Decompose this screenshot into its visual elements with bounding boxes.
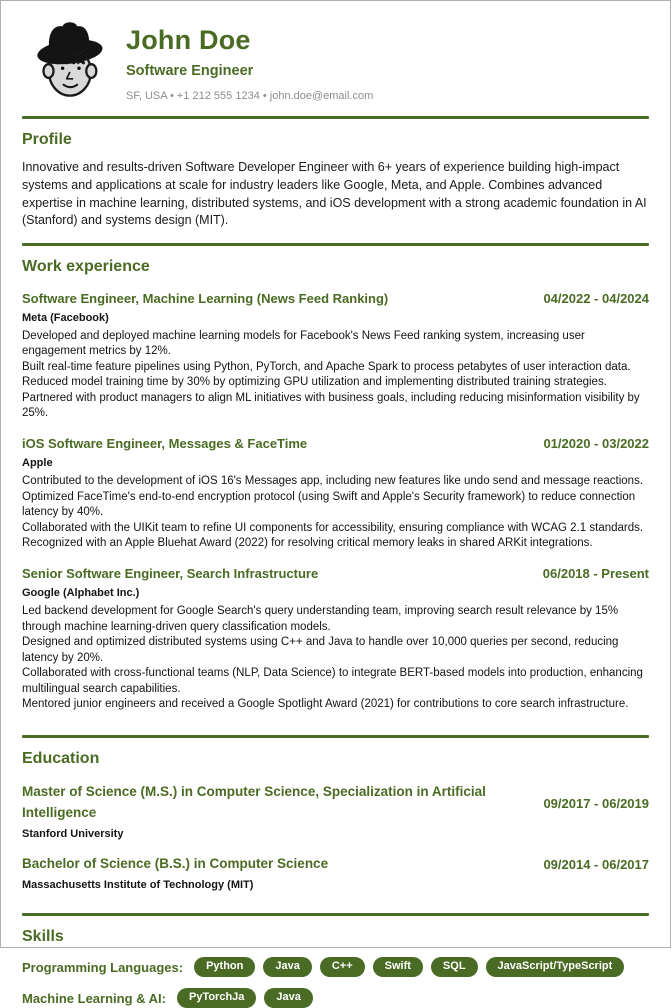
education-entry xyxy=(22,854,649,891)
work-heading: Work experience xyxy=(22,258,150,275)
skill-pill: Swift xyxy=(373,957,423,977)
job-company: Google (Alphabet Inc.) xyxy=(22,587,140,600)
section-divider xyxy=(22,913,649,916)
job-entry xyxy=(22,566,649,712)
profile-heading: Profile xyxy=(22,131,72,148)
job-bullet: Developed and deployed machine learning models for Facebook's News Feed ranking system, increasing user engagement metrics by 12%. xyxy=(22,330,585,358)
job-dates: 01/2020 - 03/2022 xyxy=(543,436,649,452)
job-bullet: Partnered with product managers to align ML initiatives with business goals, including reducing misinformation visibility by 25%. xyxy=(22,391,640,420)
skills-heading: Skills xyxy=(22,928,64,946)
education-heading: Education xyxy=(22,750,100,768)
skill-pill: PyTorchJa xyxy=(177,988,256,1008)
job-company: Apple xyxy=(22,457,53,470)
section-profile xyxy=(22,131,649,230)
job-bullet: Led backend development for Google Search's query understanding team, improving search result relevance by 15% through machine learning-driven query classification models. xyxy=(22,605,619,633)
job-bullet: Optimized FaceTime's end-to-end encryption protocol (using Swift and Apple's Security framework) to reduce connection latency by 40%. xyxy=(22,490,636,519)
job-bullet: Mentored junior engineers and received a Google Spotlight Award (2021) for contributions to core search infrastructure. xyxy=(22,697,629,710)
job-bullets xyxy=(22,474,649,551)
skill-group xyxy=(22,988,649,1008)
job-bullet: Contributed to the development of iOS 16's Messages app, including new features like undo send and message reactions. xyxy=(22,475,644,488)
job-bullet: Collaborated with cross-functional teams (NLP, Data Science) to integrate BERT-based models into production, enhancing multilingual search capabilities. xyxy=(22,667,643,695)
section-divider xyxy=(22,116,649,119)
job-bullet: Designed and optimized distributed systems using C++ and Java to handle over 10,000 queries per second, reducing latency by 20%. xyxy=(22,636,619,664)
education-head xyxy=(22,782,649,824)
skill-group xyxy=(22,957,649,977)
job-title: iOS Software Engineer, Messages & FaceTime xyxy=(22,436,308,452)
job-bullets xyxy=(22,329,649,421)
job-dates: 04/2022 - 04/2024 xyxy=(543,291,649,306)
job-title: Senior Software Engineer, Search Infrastructure xyxy=(22,566,319,582)
skill-pill: SQL xyxy=(431,957,478,977)
header xyxy=(22,1,649,103)
skill-pill: Java xyxy=(264,988,312,1008)
job-company: Meta (Facebook) xyxy=(22,312,109,324)
job-title: Software Engineer, Machine Learning (News Feed Ranking) xyxy=(22,291,389,306)
education-degree: Bachelor of Science (B.S.) in Computer Science xyxy=(22,856,329,872)
section-skills xyxy=(22,928,649,1008)
section-work-experience xyxy=(22,258,649,722)
skill-pill: Java xyxy=(263,957,311,977)
header-text xyxy=(126,19,373,102)
education-head xyxy=(22,854,649,875)
education-entry xyxy=(22,782,649,840)
job-bullet: Built real-time feature pipelines using Python, PyTorch, and Apache Spark to process petabytes of user interaction data. xyxy=(22,360,631,373)
job-head xyxy=(22,291,649,306)
education-dates: 09/2017 - 06/2019 xyxy=(543,795,649,811)
skill-pill: Python xyxy=(194,957,255,977)
cartoon-man-with-hat-icon xyxy=(28,19,110,103)
education-degree: Master of Science (M.S.) in Computer Science, Specialization in Artificial Intelligence xyxy=(22,784,486,821)
skill-pill: C++ xyxy=(320,957,365,977)
job-bullets xyxy=(22,604,649,712)
job-bullet: Collaborated with the UIKit team to refine UI components for accessibility, ensuring compliance with WCAG 2.1 standards. xyxy=(22,521,644,534)
profile-text: Innovative and results-driven Software Developer Engineer with 6+ years of experience building high-impact systems and applications at scale for industry leaders like Google, Meta, and Apple. Combines advanced expertise in machine learning, distributed systems, and iOS development with a strong academic foundation in AI (Stanford) and systems design (MIT). xyxy=(22,160,647,228)
job-head xyxy=(22,566,649,581)
contact-line: SF, USA • +1 212 555 1234 • john.doe@email.com xyxy=(126,90,374,102)
job-entry xyxy=(22,436,649,551)
education-dates: 09/2014 - 06/2017 xyxy=(543,857,649,873)
person-name: John Doe xyxy=(126,25,251,55)
skill-group-label: Programming Languages: xyxy=(22,959,184,975)
job-head xyxy=(22,436,649,451)
job-bullet: Recognized with an Apple Bluehat Award (2022) for resolving critical memory leaks in shared ARKit integrations. xyxy=(22,537,593,550)
job-dates: 06/2018 - Present xyxy=(542,566,649,582)
avatar xyxy=(28,19,110,103)
section-divider xyxy=(22,735,649,738)
skill-group-label: Machine Learning & AI: xyxy=(22,990,166,1006)
skill-pill: JavaScript/TypeScript xyxy=(486,957,625,977)
job-bullet: Reduced model training time by 30% by optimizing GPU utilization and implementing distributed training strategies. xyxy=(22,376,607,389)
person-headline: Software Engineer xyxy=(126,63,254,79)
section-education xyxy=(22,750,649,900)
section-divider xyxy=(22,243,649,246)
education-school: Massachusetts Institute of Technology (MIT) xyxy=(22,879,254,892)
education-school: Stanford University xyxy=(22,828,124,841)
job-entry xyxy=(22,291,649,421)
